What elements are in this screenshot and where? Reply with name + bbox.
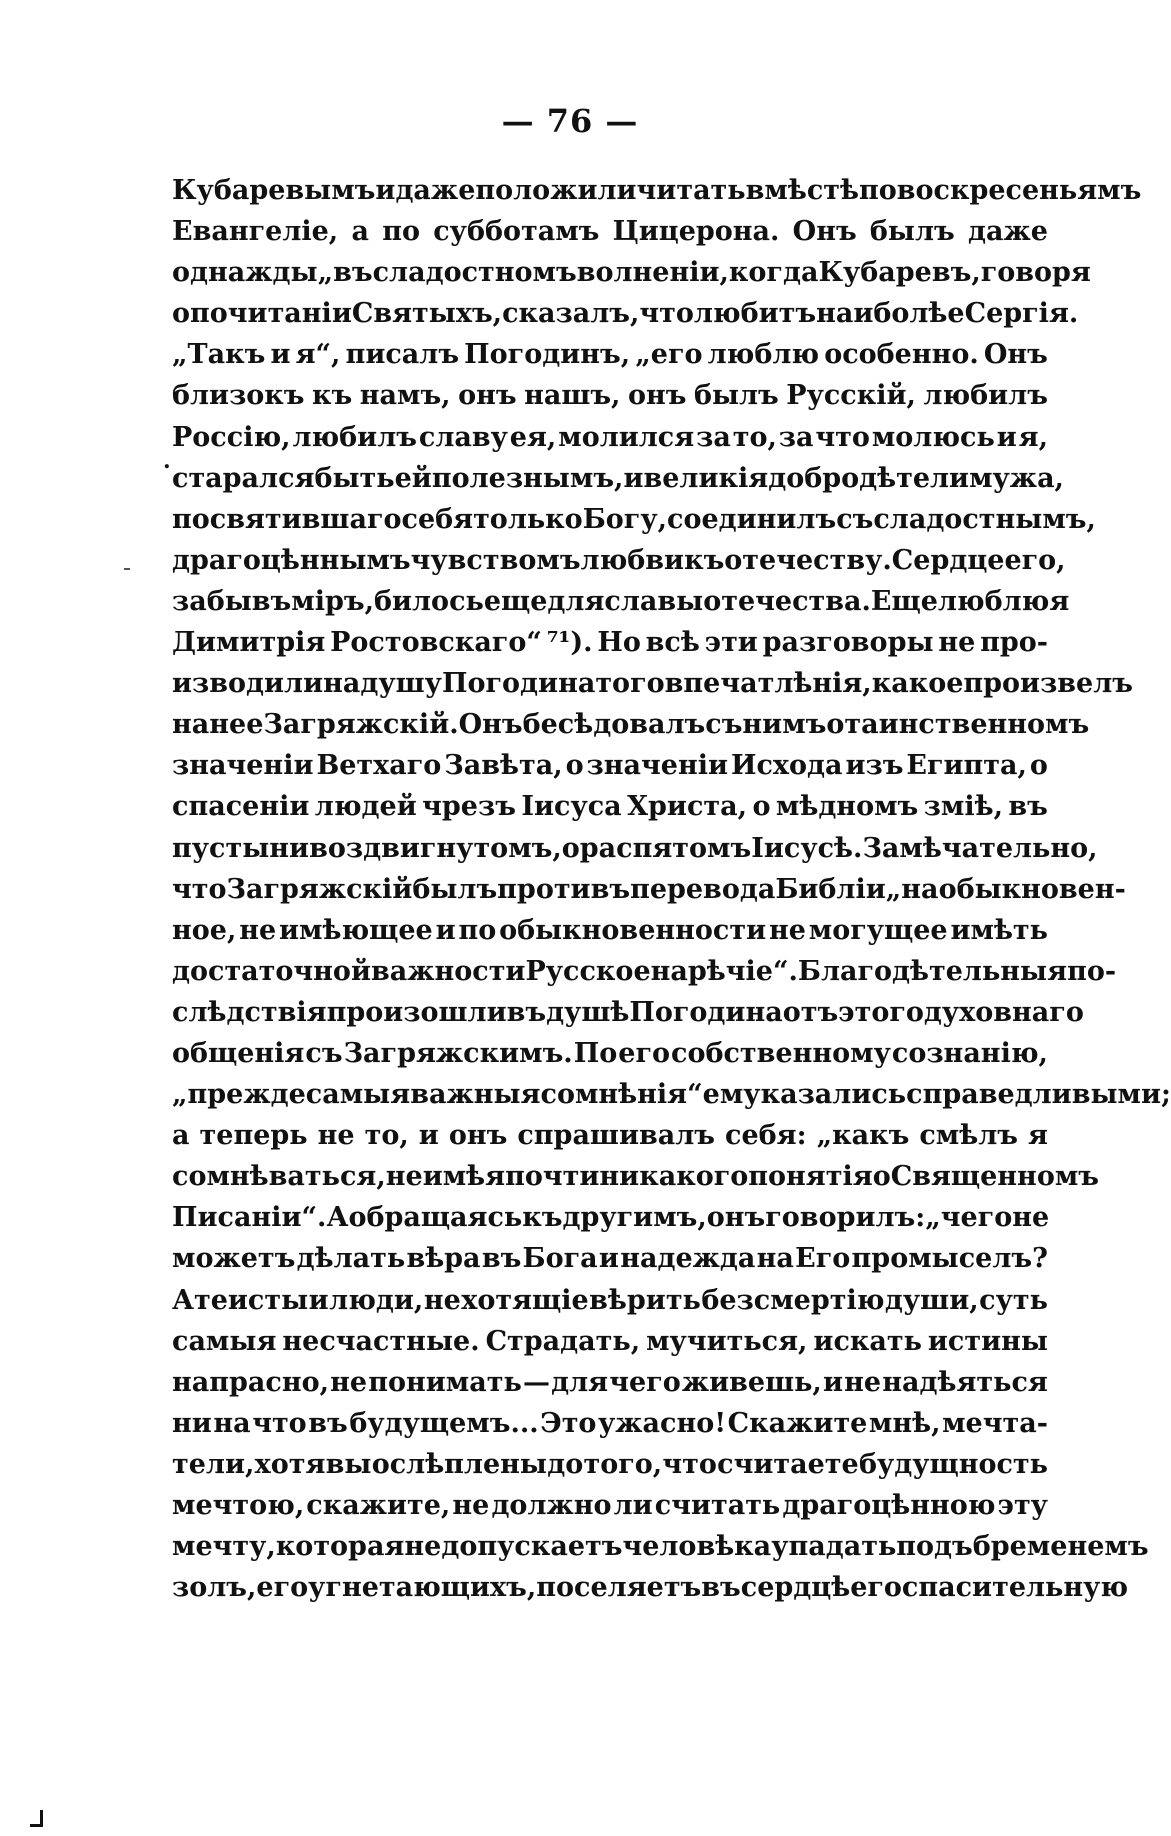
text-line: напрасно, не понимать — для чего живешь, и не надѣяться bbox=[172, 1366, 1048, 1398]
text-line: общенія съ Загряжскимъ. По его собственному сознанію, bbox=[172, 1037, 1048, 1069]
text-line: на нее Загряжскій. Онъ бесѣдовалъ съ нимъ о таинственномъ bbox=[172, 709, 1090, 741]
text-line: самыя несчастные. Страдать, мучиться, искать истины bbox=[172, 1325, 1048, 1357]
body-text bbox=[172, 170, 1171, 1608]
text-line: слѣдствія произошли въ душѣ Погодина отъ этого духовнаго bbox=[172, 996, 1084, 1028]
text-line: изводили на душу Погодина того впечатлѣнія, какое произвелъ bbox=[172, 668, 1133, 700]
text-line: старался быть ей полезнымъ, и великія добродѣтели мужа, bbox=[172, 462, 1064, 494]
corner-mark bbox=[30, 1810, 43, 1827]
text-line: Россію, любилъ славу ея, молился за то, за что молюсь и я, bbox=[172, 421, 1048, 453]
text-line: „Такъ и я“, писалъ Погодинъ, „его люблю особенно. Онъ bbox=[172, 339, 1048, 371]
text-line: о почитаніи Святыхъ, сказалъ, что любитъ наиболѣе Сергія. bbox=[172, 298, 1079, 330]
text-line: можетъ дѣлать вѣра въ Бога и надежда на Его промыселъ? bbox=[172, 1243, 1048, 1275]
text-line: однажды „въ сладостномъ волненіи, когда Кубаревъ, говоря bbox=[172, 257, 1091, 289]
text-line: Атеисты и люди, не хотящіе вѣрить безсмертію души, суть bbox=[172, 1284, 1048, 1316]
text-line: Димитрія Ростовскаго“ ⁷¹). Но всѣ эти разговоры не про- bbox=[172, 627, 1048, 659]
text-line: „прежде самыя важныя сомнѣнія“ ему казались справедливыми; bbox=[172, 1079, 1171, 1111]
text-line: ное, не имѣющее и по обыкновенности не могущее имѣть bbox=[172, 914, 1048, 946]
text-line: драгоцѣннымъ чувствомъ любви къ отечеству. Сердце его, bbox=[172, 544, 1066, 576]
text-line: а теперь не то, и онъ спрашивалъ себя: „какъ смѣлъ я bbox=[172, 1120, 1048, 1152]
text-line: спасеніи людей чрезъ Іисуса Христа, о мѣдномъ змiѣ, въ bbox=[172, 791, 1048, 823]
text-line: достаточной важности Русское нарѣчіе“. Благодѣтельныя по- bbox=[172, 955, 1117, 987]
text-line: мечту, которая не допускаетъ человѣка упадать подъ бременемъ bbox=[172, 1531, 1149, 1563]
text-line: тели, хотя вы ослѣплены до того, что считаете будущность bbox=[172, 1448, 1048, 1480]
text-line: посвятившаго себя только Богу, соединилъ съ сладостнымъ, bbox=[172, 503, 1096, 535]
text-line: Евангеліе, а по субботамъ Цицерона. Онъ былъ даже bbox=[172, 216, 1048, 248]
text-line: близокъ къ намъ, онъ нашъ, онъ былъ Русскій, любилъ bbox=[172, 380, 1048, 412]
margin-dash bbox=[124, 568, 130, 570]
text-line: значеніи Ветхаго Завѣта, о значеніи Исхода изъ Египта, о bbox=[172, 750, 1048, 782]
text-line: Кубаревымъ и даже положили читать вмѣстѣ по воскресеньямъ bbox=[172, 175, 1142, 206]
text-line: забывъ міръ, билось еще для славы отечества. Еще люблю я bbox=[172, 585, 1070, 617]
text-line: пустыни воздвигнутомъ, о распятомъ Іисусѣ. Замѣчательно, bbox=[172, 832, 1098, 864]
margin-mark: . bbox=[163, 448, 171, 474]
text-line: ни на что въ будущемъ... Это ужасно! Скажите мнѣ, мечта- bbox=[172, 1407, 1048, 1439]
text-line: сомнѣваться, не имѣя почти никакого понятія о Священномъ bbox=[172, 1161, 1099, 1193]
page-number: — 76 — bbox=[501, 102, 639, 140]
text-line: что Загряжскій былъ противъ перевода Библіи „на обыкновен- bbox=[172, 873, 1126, 905]
text-line: Писаніи“. А обращаясь къ другимъ, онъ говорилъ: „чего не bbox=[172, 1202, 1050, 1234]
text-line: золъ, его угнетающихъ, поселяетъ въ сердцѣ его спасительную bbox=[172, 1572, 1129, 1604]
text-line: мечтою, скажите, не должно ли считать драгоцѣнною эту bbox=[172, 1490, 1048, 1521]
